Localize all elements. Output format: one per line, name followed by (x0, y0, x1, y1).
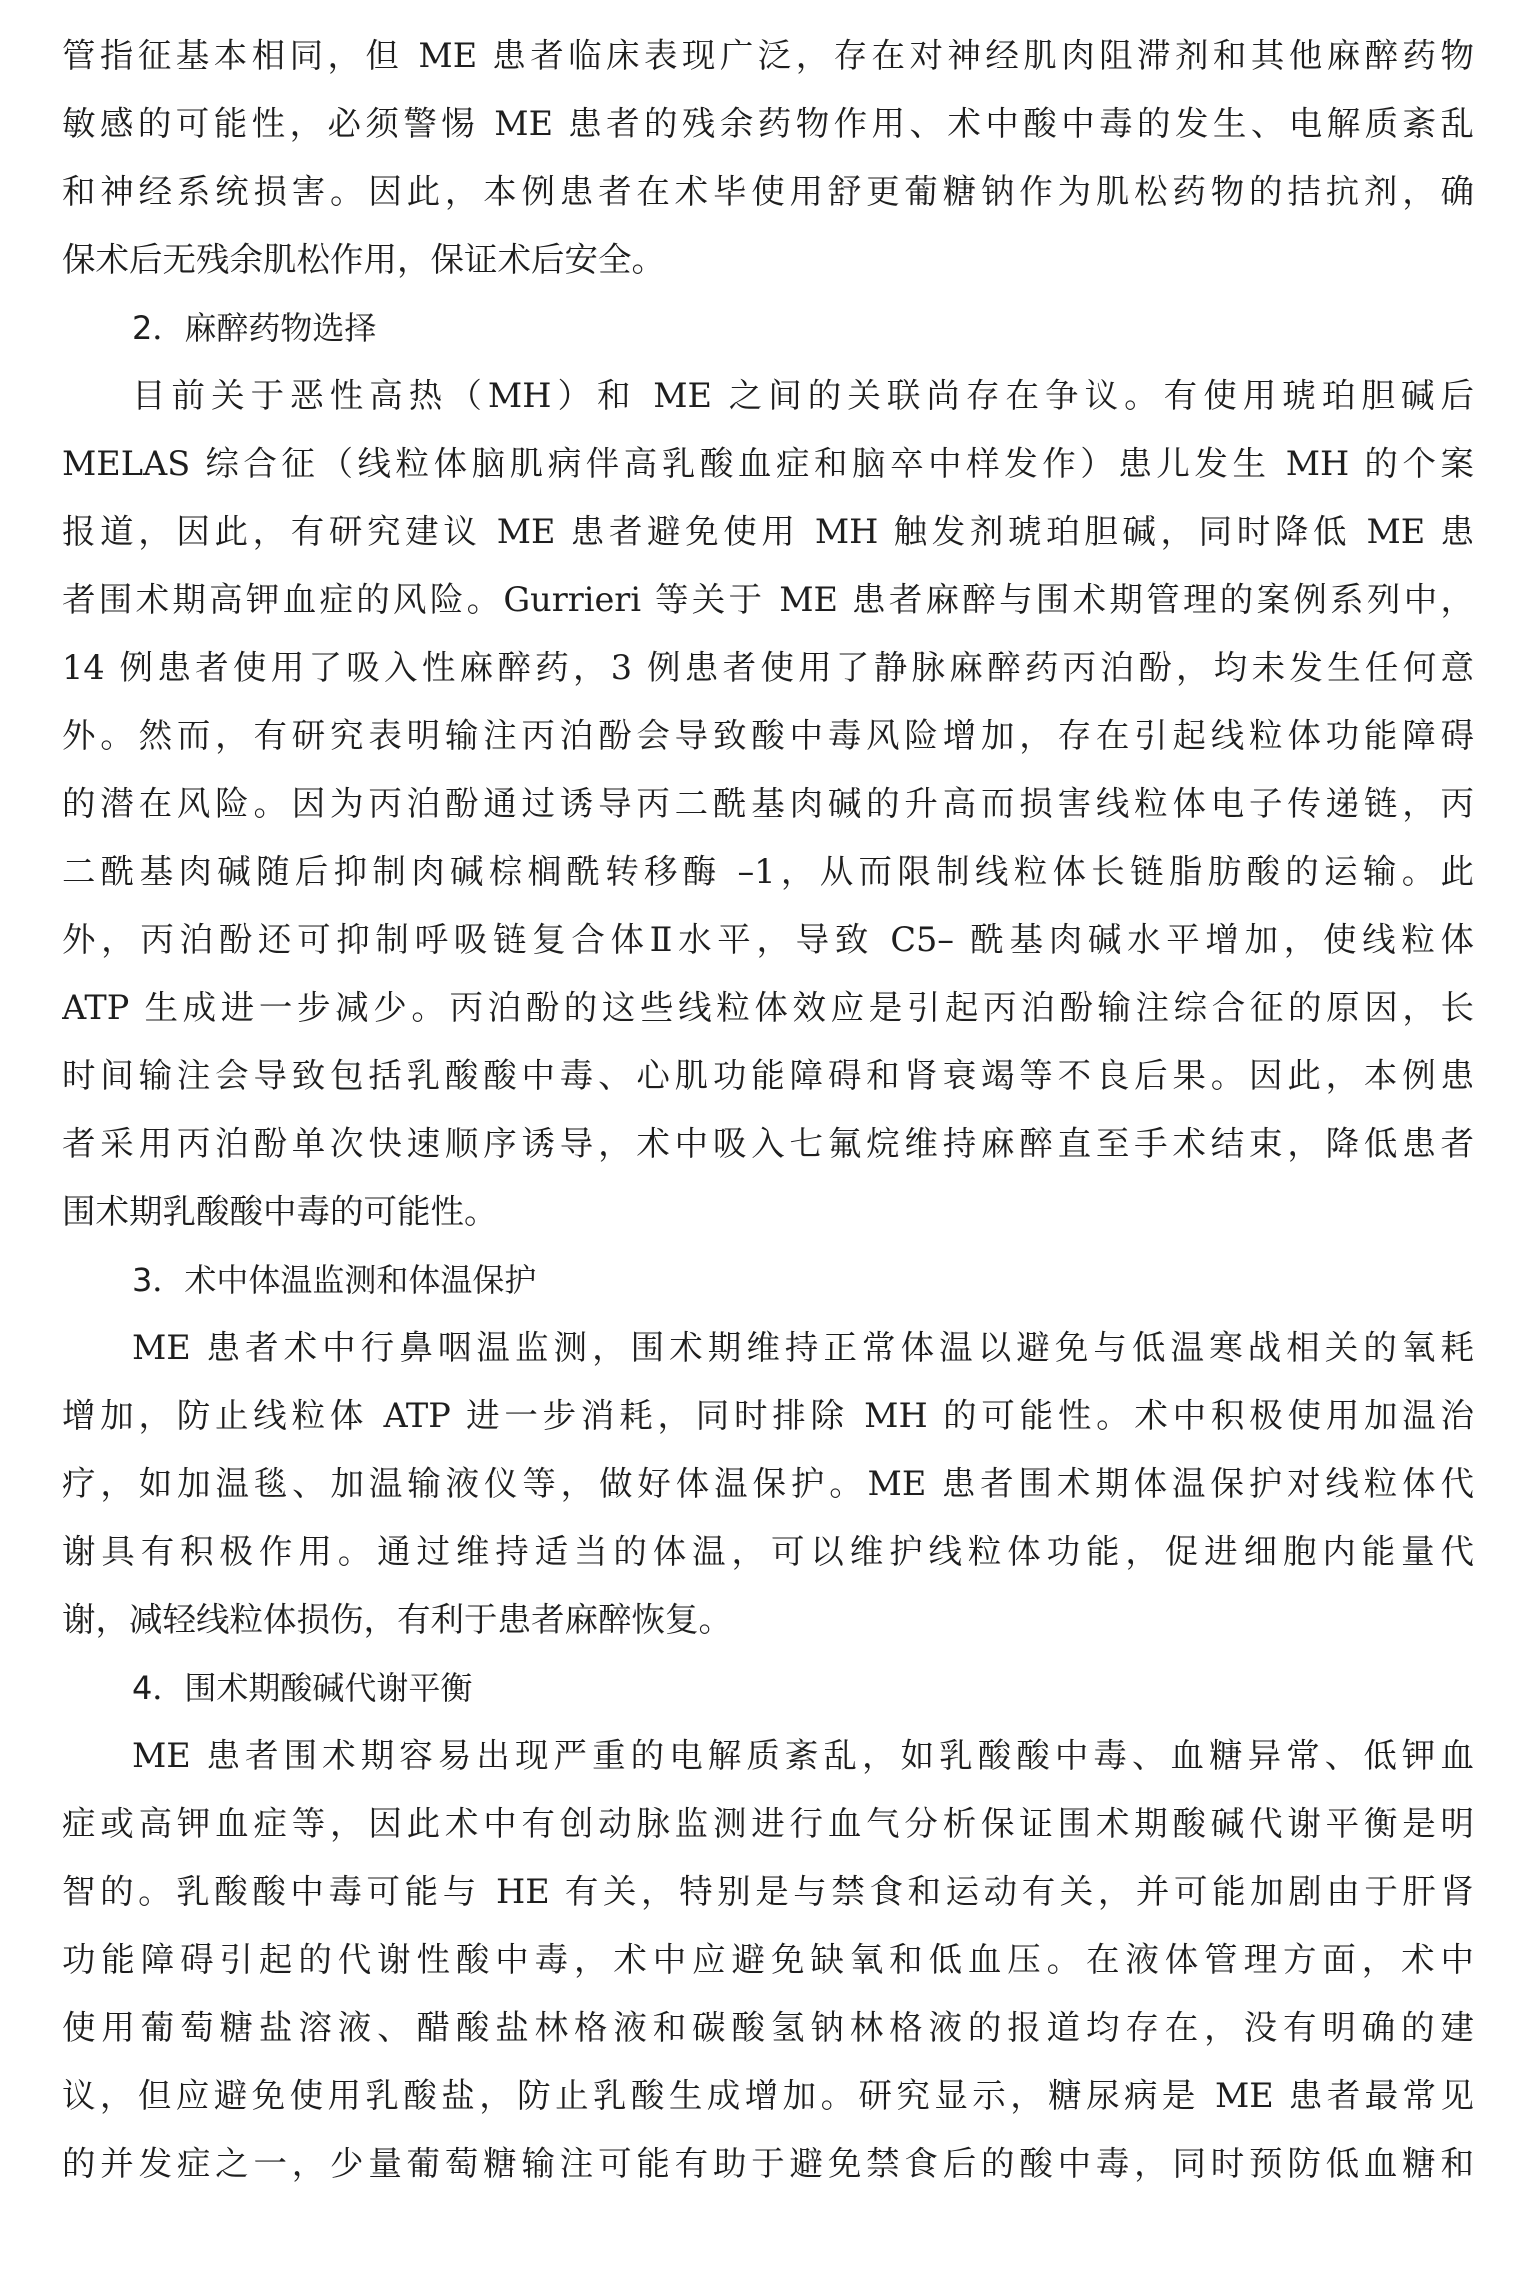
paragraph-line: 功能障碍引起的代谢性酸中毒，术中应避免缺氧和低血压。在液体管理方面，术中 (62, 1940, 1474, 1979)
paragraph-line: 症或高钾血症等，因此术中有创动脉监测进行血气分析保证围术期酸碱代谢平衡是明 (62, 1804, 1474, 1843)
paragraph-line: 围术期乳酸酸中毒的可能性。 (62, 1192, 498, 1231)
paragraph-line: ME 患者围术期容易出现严重的电解质紊乱，如乳酸酸中毒、血糖异常、低钾血 (132, 1736, 1474, 1775)
paragraph-line: 14 例患者使用了吸入性麻醉药，3 例患者使用了静脉麻醉药丙泊酚，均未发生任何意 (62, 648, 1474, 687)
paragraph-line: 的并发症之一，少量葡萄糖输注可能有助于避免禁食后的酸中毒，同时预防低血糖和 (62, 2144, 1474, 2183)
paragraph-line: 疗，如加温毯、加温输液仪等，做好体温保护。ME 患者围术期体温保护对线粒体代 (62, 1464, 1474, 1503)
paragraph-line: MELAS 综合征（线粒体脑肌病伴高乳酸血症和脑卒中样发作）患儿发生 MH 的个案 (62, 444, 1474, 483)
paragraph-line: 目前关于恶性高热（MH）和 ME 之间的关联尚存在争议。有使用琥珀胆碱后 (132, 376, 1474, 415)
paragraph-line: 谢，减轻线粒体损伤，有利于患者麻醉恢复。 (62, 1600, 732, 1639)
paragraph-line: 外。然而，有研究表明输注丙泊酚会导致酸中毒风险增加，存在引起线粒体功能障碍 (62, 716, 1474, 755)
paragraph-line: ATP 生成进一步减少。丙泊酚的这些线粒体效应是引起丙泊酚输注综合征的原因，长 (62, 988, 1474, 1027)
paragraph-line: 时间输注会导致包括乳酸酸中毒、心肌功能障碍和肾衰竭等不良后果。因此，本例患 (62, 1056, 1474, 1095)
paragraph-line: 的潜在风险。因为丙泊酚通过诱导丙二酰基肉碱的升高而损害线粒体电子传递链，丙 (62, 784, 1474, 823)
paragraph-line: 者采用丙泊酚单次快速顺序诱导，术中吸入七氟烷维持麻醉直至手术结束，降低患者 (62, 1124, 1474, 1163)
paragraph-line: 敏感的可能性，必须警惕 ME 患者的残余药物作用、术中酸中毒的发生、电解质紊乱 (62, 104, 1474, 143)
section-heading: 3．术中体温监测和体温保护 (132, 1261, 537, 1299)
paragraph-line: 议，但应避免使用乳酸盐，防止乳酸生成增加。研究显示，糖尿病是 ME 患者最常见 (62, 2076, 1474, 2115)
paragraph-line: 智的。乳酸酸中毒可能与 HE 有关，特别是与禁食和运动有关，并可能加剧由于肝肾 (62, 1872, 1474, 1911)
paragraph-line: ME 患者术中行鼻咽温监测，围术期维持正常体温以避免与低温寒战相关的氧耗 (132, 1328, 1474, 1367)
paragraph-line: 报道，因此，有研究建议 ME 患者避免使用 MH 触发剂琥珀胆碱，同时降低 ME 患 (62, 512, 1474, 551)
paragraph-line: 二酰基肉碱随后抑制肉碱棕榈酰转移酶 –1，从而限制线粒体长链脂肪酸的运输。此 (62, 852, 1474, 891)
paragraph-line: 使用葡萄糖盐溶液、醋酸盐林格液和碳酸氢钠林格液的报道均存在，没有明确的建 (62, 2008, 1474, 2047)
section-heading: 2．麻醉药物选择 (132, 309, 377, 347)
section-heading: 4．围术期酸碱代谢平衡 (132, 1669, 473, 1707)
paragraph-line: 保术后无残余肌松作用，保证术后安全。 (62, 240, 665, 279)
paragraph-line: 外，丙泊酚还可抑制呼吸链复合体Ⅱ水平，导致 C5– 酰基肉碱水平增加，使线粒体 (62, 920, 1474, 959)
paragraph-line: 增加，防止线粒体 ATP 进一步消耗，同时排除 MH 的可能性。术中积极使用加温治 (62, 1396, 1474, 1435)
paragraph-line: 管指征基本相同，但 ME 患者临床表现广泛，存在对神经肌肉阻滞剂和其他麻醉药物 (62, 36, 1474, 75)
paragraph-line: 者围术期高钾血症的风险。Gurrieri 等关于 ME 患者麻醉与围术期管理的案例系列中， (62, 580, 1474, 619)
paragraph-line: 和神经系统损害。因此，本例患者在术毕使用舒更葡糖钠作为肌松药物的拮抗剂，确 (62, 172, 1474, 211)
paragraph-line: 谢具有积极作用。通过维持适当的体温，可以维护线粒体功能，促进细胞内能量代 (62, 1532, 1474, 1571)
